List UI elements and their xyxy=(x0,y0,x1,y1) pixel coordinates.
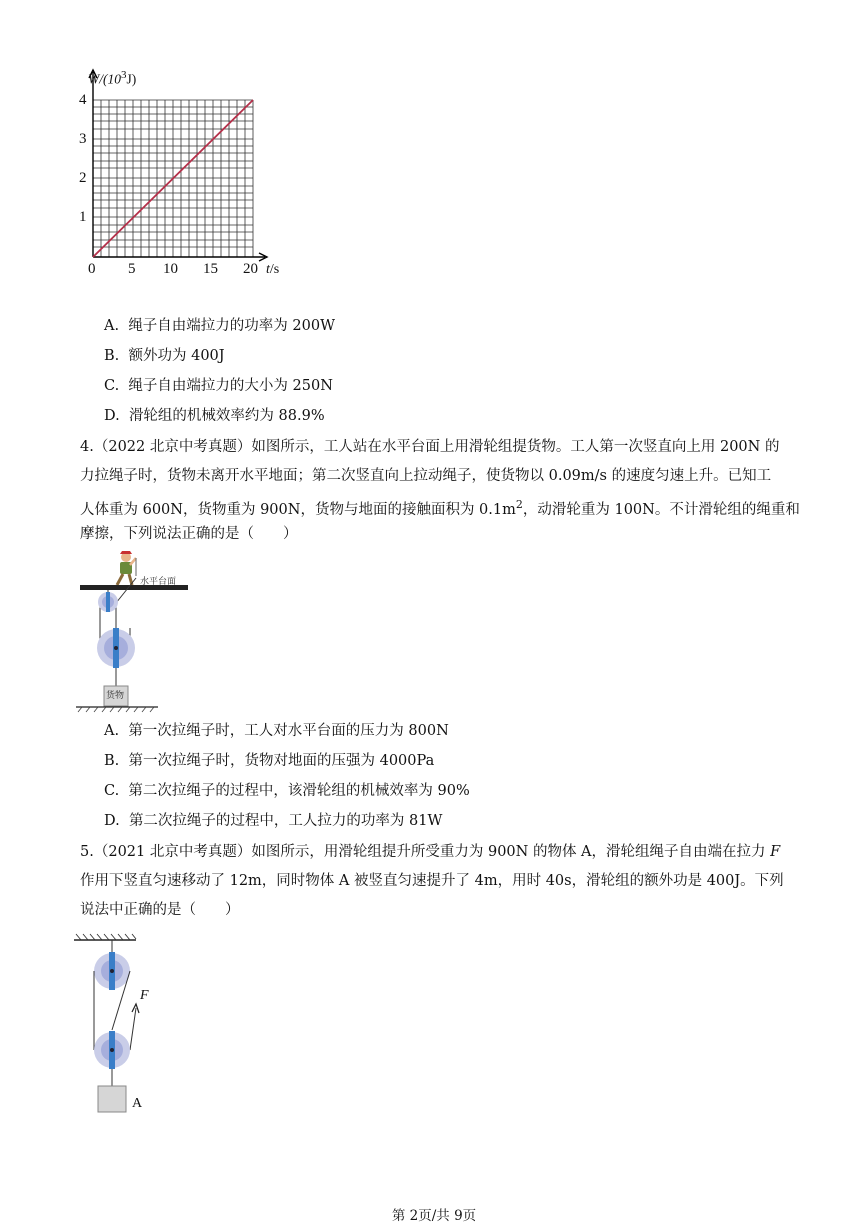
fixed-pulley xyxy=(98,592,118,612)
q4-figure-svg xyxy=(76,548,196,716)
work-time-graph xyxy=(70,60,300,285)
q5-line-1: 5.（2021 北京中考真题）如图所示，用滑轮组提升所受重力为 900N 的物体 A，滑轮组绳子自由端在拉力 F xyxy=(80,844,781,860)
x-axis-label: t/s xyxy=(266,262,280,277)
q3-option-b: B. 额外功为 400J xyxy=(104,348,225,364)
force-label: F xyxy=(140,988,149,1003)
fixed-pulley xyxy=(94,952,130,990)
cargo-label: 货物 xyxy=(106,691,125,701)
q4-option-b: B. 第一次拉绳子时，货物对地面的压强为 4000Pa xyxy=(104,753,435,769)
x-tick-label: 20 xyxy=(243,261,258,277)
object-a-label: A xyxy=(132,1096,143,1111)
object-a-box xyxy=(98,1086,126,1112)
q4-option-d: D. 第二次拉绳子的过程中，工人拉力的功率为 81W xyxy=(104,813,443,829)
q5-line-3: 说法中正确的是（ ） xyxy=(80,902,240,918)
q5-line-2: 作用下竖直匀速移动了 12m，同时物体 A 被竖直匀速提升了 4m，用时 40s，滑轮组的额外功是 400J。下列 xyxy=(80,873,784,889)
x-tick-label: 0 xyxy=(88,261,96,277)
q4-line-2: 力拉绳子时，货物未离开水平地面；第二次竖直向上拉动绳子，使货物以 0.09m/s 的速度匀速上升。已知工 xyxy=(80,468,772,484)
y-tick-label: 2 xyxy=(79,170,87,186)
ceiling-hatch xyxy=(76,934,136,940)
q3-option-d: D. 滑轮组的机械效率约为 88.9% xyxy=(104,408,325,424)
worker-figure xyxy=(117,551,136,585)
q4-option-c: C. 第二次拉绳子的过程中，该滑轮组的机械效率为 90% xyxy=(104,783,470,799)
ground-hatch xyxy=(78,707,154,712)
x-tick-label: 5 xyxy=(128,261,136,277)
x-tick-label: 10 xyxy=(163,261,178,277)
y-tick-label: 3 xyxy=(79,131,87,147)
q3-option-a: A. 绳子自由端拉力的功率为 200W xyxy=(104,318,336,334)
platform-label: 水平台面 xyxy=(140,577,177,587)
y-axis-label: $W/(10^3J)$ xyxy=(88,69,137,87)
q4-line-3: 人体重为 600N，货物重为 900N，货物与地面的接触面积为 $0.1m^2$，动滑轮重为 100N。不计滑轮组的绳重和 xyxy=(80,498,800,518)
q4-option-a: A. 第一次拉绳子时，工人对水平台面的压力为 800N xyxy=(104,723,449,739)
y-tick-label: 1 xyxy=(79,209,87,225)
y-tick-label: 4 xyxy=(79,92,87,108)
movable-pulley xyxy=(97,628,135,668)
movable-pulley xyxy=(94,1031,130,1069)
graph-svg xyxy=(70,60,300,285)
page-footer: 第 2页/共 9页 xyxy=(391,1208,477,1224)
q5-figure-svg xyxy=(74,928,194,1118)
q4-pulley-figure xyxy=(76,548,196,716)
q3-option-c: C. 绳子自由端拉力的大小为 250N xyxy=(104,378,333,394)
q4-line-4: 摩擦，下列说法正确的是（ ） xyxy=(80,526,298,542)
x-tick-label: 15 xyxy=(203,261,218,277)
q4-line-1: 4.（2022 北京中考真题）如图所示，工人站在水平台面上用滑轮组提货物。工人第一次竖直向上用 200N 的 xyxy=(80,439,780,455)
q5-pulley-figure xyxy=(74,928,194,1118)
